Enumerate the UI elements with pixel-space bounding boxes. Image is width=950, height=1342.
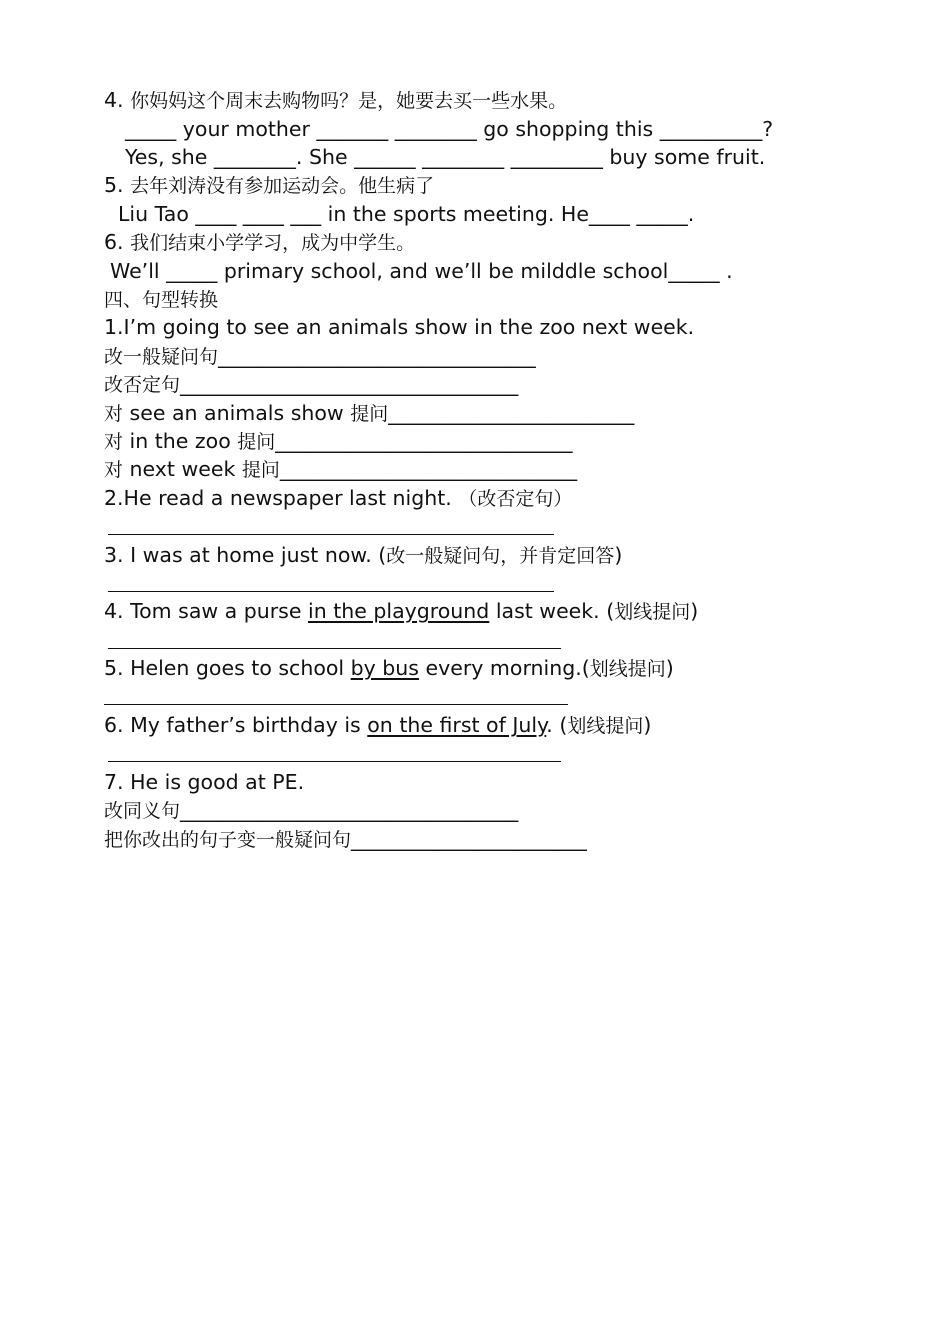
text-segment: see an animals show: [123, 401, 351, 425]
text-segment: _____________________________: [275, 429, 573, 453]
text-segment: _____________________________: [279, 457, 578, 481]
section-title: [0, 285, 950, 313]
chinese-text: 四、句型转换: [104, 289, 219, 311]
s1-general-question: [0, 342, 950, 370]
q4-answer-line: [0, 143, 950, 171]
chinese-text: 提问: [241, 459, 280, 481]
text-segment: 5. Helen goes to school: [104, 656, 351, 680]
chinese-text: 划线提问: [589, 658, 666, 680]
q4-prompt: [0, 86, 950, 114]
text-segment: ________________________: [388, 401, 635, 425]
chinese-text: 去年刘涛没有参加运动会。他生病了: [130, 175, 435, 197]
chinese-text: 我们结束小学学习，成为中学生。: [130, 232, 416, 254]
text-segment: We’ll _____ primary school, and we’ll be milddle school_____ .: [110, 259, 733, 283]
text-segment: 4.: [104, 88, 131, 112]
chinese-text: （改否定句）: [458, 488, 573, 510]
chinese-text: 对: [104, 459, 124, 481]
chinese-text: 改一般疑问句: [104, 346, 219, 368]
chinese-text: 改同义句: [104, 800, 181, 822]
text-segment: _______________________________: [218, 344, 536, 368]
underlined-phrase: in the playground: [308, 599, 490, 623]
chinese-text: 改一般疑问句，并肯定回答: [386, 545, 615, 567]
text-segment: . (: [546, 713, 568, 737]
text-segment: last week. (: [489, 599, 615, 623]
s1-ask-activity: [0, 399, 950, 427]
chinese-text: 对: [104, 403, 124, 425]
s2-sentence: [0, 484, 950, 512]
s1-negative: [0, 370, 950, 398]
q5-answer-line: [0, 200, 950, 228]
text-segment: 6.: [104, 230, 131, 254]
text-segment: _________________________________: [180, 798, 519, 822]
chinese-text: 你妈妈这个周末去购物吗？是，她要去买一些水果。: [130, 90, 568, 112]
text-segment: next week: [123, 457, 242, 481]
chinese-text: 对: [104, 431, 124, 453]
text-segment: Yes, she ________. She ______ ________ _________ buy some fruit.: [125, 145, 766, 169]
s1-sentence: [0, 313, 950, 341]
chinese-text: 改否定句: [104, 374, 181, 396]
q4-question-line: [0, 115, 950, 143]
text-segment: ): [614, 543, 623, 567]
text-segment: 2.He read a newspaper last night.: [104, 486, 459, 510]
s2-answer-blank: [108, 534, 554, 535]
q6-prompt: [0, 228, 950, 256]
text-segment: ): [665, 656, 674, 680]
text-segment: 3. I was at home just now. (: [104, 543, 387, 567]
text-segment: in the zoo: [123, 429, 238, 453]
text-segment: 6. My father’s birthday is: [104, 713, 368, 737]
s3-answer-blank: [108, 591, 554, 592]
text-segment: 5.: [104, 173, 131, 197]
text-segment: _____ your mother _______ ________ go shopping this __________?: [125, 117, 774, 141]
s6-answer-blank: [108, 761, 561, 762]
s6-sentence: [0, 711, 950, 739]
text-segment: ): [690, 599, 699, 623]
s5-sentence: [0, 654, 950, 682]
text-segment: every morning.(: [418, 656, 590, 680]
chinese-text: 把你改出的句子变一般疑问句: [104, 829, 352, 851]
s1-ask-place: [0, 427, 950, 455]
s7-general-question: [0, 825, 950, 853]
underlined-phrase: on the first of July: [367, 713, 547, 737]
chinese-text: 提问: [350, 403, 389, 425]
q5-prompt: [0, 171, 950, 199]
text-segment: 1.I’m going to see an animals show in the zoo next week.: [104, 315, 695, 339]
underlined-phrase: by bus: [350, 656, 419, 680]
text-segment: 4. Tom saw a purse: [104, 599, 308, 623]
s7-sentence: [0, 768, 950, 796]
s5-answer-blank: [104, 704, 568, 705]
text-segment: ): [643, 713, 652, 737]
s7-synonym: [0, 796, 950, 824]
chinese-text: 划线提问: [614, 601, 691, 623]
q6-answer-line: [0, 257, 950, 285]
s3-sentence: [0, 541, 950, 569]
text-segment: _______________________: [351, 827, 587, 851]
s4-answer-blank: [108, 648, 561, 649]
text-segment: _________________________________: [180, 372, 519, 396]
text-segment: Liu Tao ____ ____ ___ in the sports meeting. He____ _____.: [118, 202, 695, 226]
s1-ask-time: [0, 455, 950, 483]
chinese-text: 提问: [237, 431, 276, 453]
text-segment: 7. He is good at PE.: [104, 770, 305, 794]
chinese-text: 划线提问: [567, 715, 644, 737]
s4-sentence: [0, 597, 950, 625]
